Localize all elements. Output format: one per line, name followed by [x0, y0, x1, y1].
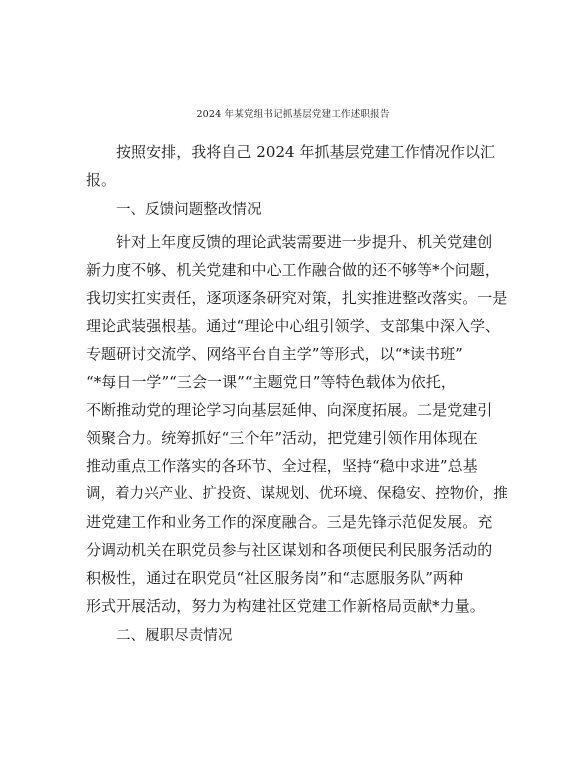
section-heading: 一、反馈问题整改情况: [116, 202, 262, 218]
paragraph-line: 分调动机关在职党员参与社区谋划和各项便民利民服务活动的: [86, 541, 493, 559]
paragraph-line: 形式开展活动，努力为构建社区党建工作新格局贡献*力量。: [86, 597, 485, 615]
paragraph-line: 针对上年度反馈的理论武装需要进一步提升、机关党建创: [116, 233, 493, 251]
paragraph-line: 领聚合力。统筹抓好“三个年”活动，把党建引领作用体现在: [86, 429, 478, 447]
paragraph-line: 推动重点工作落实的各环节、全过程，坚持“稳中求进”总基: [86, 457, 478, 475]
paragraph-line: 按照安排，我将自己 2024 年抓基层党建工作情况作以汇: [116, 143, 496, 161]
paragraph-line: 调，着力兴产业、扩投资、谋规划、优环境、保稳安、控物价，推: [86, 486, 508, 502]
paragraph-line: 进党建工作和业务工作的深度融合。三是先锋示范促发展。充: [86, 513, 493, 531]
paragraph-line: 我切实扛实责任，逐项逐条研究对策，扎实推进整改落实。一是: [86, 289, 508, 307]
paragraph-line: 专题研讨交流学、网络平台自主学”等形式，以“*读书班”: [86, 345, 463, 363]
paragraph-line: 报。: [86, 171, 117, 189]
paragraph-line: 积极性，通过在职党员“社区服务岗”和“志愿服务队”两种: [86, 569, 464, 587]
paragraph-line: 新力度不够、机关党建和中心工作融合做的还不够等*个问题，: [86, 261, 500, 279]
paragraph-line: 理论武装强根基。通过“理论中心组引领学、支部集中深入学、: [86, 317, 501, 335]
section-heading: 二、履职尽责情况: [116, 628, 233, 644]
paragraph-line: “*每日一学”“三会一课”“主题党日”等特色载体为依托，: [86, 373, 456, 391]
paragraph-line: 不断推动党的理论学习向基层延伸、向深度拓展。二是党建引: [86, 401, 493, 419]
document-title: 2024 年某党组书记抓基层党建工作述职报告: [196, 109, 390, 120]
